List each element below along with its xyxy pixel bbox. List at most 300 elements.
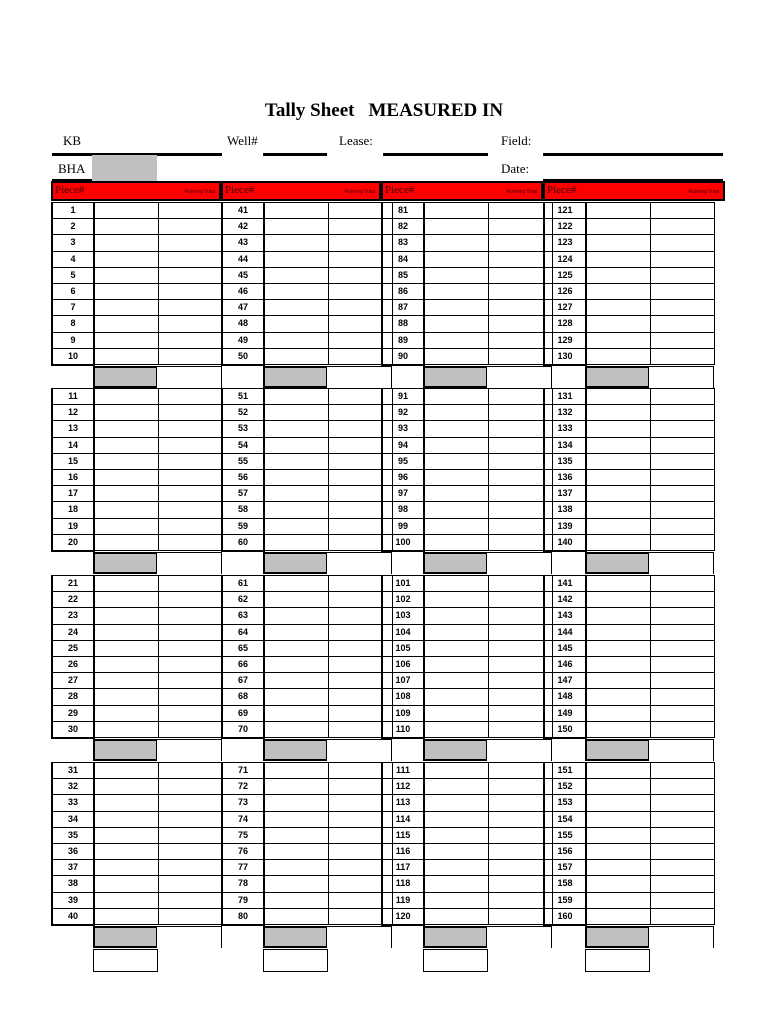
length-cell[interactable] [94,283,158,299]
running-total-cell[interactable] [650,763,714,779]
subtotal-cell[interactable] [423,739,488,761]
length-cell[interactable] [94,705,158,721]
length-cell[interactable] [94,316,158,332]
running-total-cell[interactable] [650,437,714,453]
running-total-cell[interactable] [158,640,222,656]
running-total-cell[interactable] [158,267,222,283]
length-cell[interactable] [264,300,328,316]
length-cell[interactable] [586,721,650,738]
length-cell[interactable] [94,502,158,518]
length-cell[interactable] [586,534,650,551]
length-cell[interactable] [424,908,488,925]
length-cell[interactable] [94,624,158,640]
length-cell[interactable] [94,656,158,672]
length-cell[interactable] [586,608,650,624]
running-total-cell[interactable] [158,592,222,608]
length-cell[interactable] [424,534,488,551]
length-cell[interactable] [94,576,158,592]
length-cell[interactable] [424,576,488,592]
length-cell[interactable] [94,592,158,608]
length-cell[interactable] [94,300,158,316]
length-cell[interactable] [94,795,158,811]
length-cell[interactable] [264,389,328,405]
subtotal-running-cell[interactable] [157,739,222,761]
length-cell[interactable] [586,640,650,656]
subtotal-cell[interactable] [263,366,328,388]
length-cell[interactable] [586,518,650,534]
subtotal-running-cell[interactable] [327,366,392,388]
length-cell[interactable] [264,811,328,827]
length-cell[interactable] [264,763,328,779]
subtotal-cell[interactable] [263,926,328,948]
running-total-cell[interactable] [158,518,222,534]
length-cell[interactable] [424,316,488,332]
piece-number: 26 [52,656,94,672]
length-cell[interactable] [424,860,488,876]
subtotal-running-cell[interactable] [649,552,714,574]
running-total-cell[interactable] [650,453,714,469]
length-cell[interactable] [424,502,488,518]
running-total-cell[interactable] [158,534,222,551]
length-cell[interactable] [424,656,488,672]
length-cell[interactable] [586,219,650,235]
subtotal-cell[interactable] [423,926,488,948]
running-total-cell[interactable] [650,534,714,551]
length-cell[interactable] [586,235,650,251]
length-cell[interactable] [94,689,158,705]
length-cell[interactable] [94,534,158,551]
length-cell[interactable] [586,779,650,795]
running-total-cell[interactable] [650,332,714,348]
subtotal-cell[interactable] [93,552,158,574]
running-total-cell[interactable] [158,908,222,925]
length-cell[interactable] [264,316,328,332]
piece-number: 100 [382,534,424,551]
length-cell[interactable] [264,908,328,925]
running-total-cell[interactable] [650,624,714,640]
length-cell[interactable] [94,721,158,738]
length-cell[interactable] [264,332,328,348]
grand-total-cell[interactable] [585,949,650,972]
running-total-cell[interactable] [158,469,222,485]
subtotal-running-cell[interactable] [327,739,392,761]
length-cell[interactable] [424,876,488,892]
running-total-cell[interactable] [158,843,222,859]
running-total-cell[interactable] [158,656,222,672]
subtotal-running-cell[interactable] [487,739,552,761]
length-cell[interactable] [94,860,158,876]
length-cell[interactable] [94,267,158,283]
length-cell[interactable] [424,673,488,689]
length-cell[interactable] [586,705,650,721]
running-total-cell[interactable] [650,592,714,608]
length-cell[interactable] [424,592,488,608]
running-total-cell[interactable] [158,251,222,267]
length-cell[interactable] [264,576,328,592]
length-cell[interactable] [586,486,650,502]
length-cell[interactable] [264,267,328,283]
length-cell[interactable] [264,437,328,453]
length-cell[interactable] [94,811,158,827]
length-cell[interactable] [94,779,158,795]
length-cell[interactable] [586,673,650,689]
length-cell[interactable] [94,421,158,437]
length-cell[interactable] [94,332,158,348]
length-cell[interactable] [586,860,650,876]
length-cell[interactable] [586,592,650,608]
subtotal-cell[interactable] [93,366,158,388]
length-cell[interactable] [94,469,158,485]
length-cell[interactable] [424,689,488,705]
running-total-cell[interactable] [650,502,714,518]
length-cell[interactable] [424,640,488,656]
running-total-cell[interactable] [158,348,222,365]
subtotal-cell[interactable] [585,739,650,761]
subtotal-cell[interactable] [423,366,488,388]
running-total-cell[interactable] [650,705,714,721]
length-cell[interactable] [586,624,650,640]
length-cell[interactable] [264,689,328,705]
length-cell[interactable] [264,518,328,534]
length-cell[interactable] [264,469,328,485]
length-cell[interactable] [586,316,650,332]
running-total-cell[interactable] [158,673,222,689]
subtotal-cell[interactable] [585,552,650,574]
running-total-cell[interactable] [158,502,222,518]
table-row [544,908,714,925]
piece-number: 42 [222,219,264,235]
length-cell[interactable] [264,608,328,624]
length-cell[interactable] [586,332,650,348]
running-total-cell[interactable] [650,795,714,811]
piece-number: 51 [222,389,264,405]
length-cell[interactable] [424,469,488,485]
running-total-cell[interactable] [158,876,222,892]
length-cell[interactable] [424,453,488,469]
running-total-cell[interactable] [650,876,714,892]
length-cell[interactable] [586,469,650,485]
length-cell[interactable] [586,203,650,219]
running-total-cell[interactable] [158,316,222,332]
length-cell[interactable] [586,405,650,421]
running-total-cell[interactable] [650,300,714,316]
running-total-cell[interactable] [158,795,222,811]
well-field[interactable] [263,153,327,156]
length-cell[interactable] [94,203,158,219]
length-cell[interactable] [94,389,158,405]
running-total-cell[interactable] [650,673,714,689]
length-cell[interactable] [264,421,328,437]
length-cell[interactable] [264,843,328,859]
running-total-cell[interactable] [158,300,222,316]
length-cell[interactable] [586,437,650,453]
length-cell[interactable] [264,779,328,795]
length-cell[interactable] [94,673,158,689]
running-total-cell[interactable] [650,892,714,908]
running-total-cell[interactable] [650,811,714,827]
length-cell[interactable] [586,689,650,705]
running-total-cell[interactable] [650,405,714,421]
length-cell[interactable] [424,779,488,795]
table-row [382,705,552,721]
table-row [544,332,714,348]
length-cell[interactable] [586,453,650,469]
running-total-cell[interactable] [650,235,714,251]
length-cell[interactable] [586,251,650,267]
running-total-cell[interactable] [158,332,222,348]
subtotal-running-cell[interactable] [157,366,222,388]
length-cell[interactable] [94,219,158,235]
length-cell[interactable] [586,348,650,365]
length-cell[interactable] [94,405,158,421]
running-total-cell[interactable] [650,779,714,795]
running-total-cell[interactable] [158,721,222,738]
subtotal-running-cell[interactable] [649,366,714,388]
running-total-cell[interactable] [650,389,714,405]
length-cell[interactable] [264,453,328,469]
tally-block [381,762,553,926]
running-total-cell[interactable] [158,608,222,624]
bha-field[interactable] [92,155,157,181]
length-cell[interactable] [424,518,488,534]
subtotal-running-cell[interactable] [157,552,222,574]
running-total-cell[interactable] [650,486,714,502]
subtotal-cell[interactable] [585,366,650,388]
length-cell[interactable] [94,876,158,892]
grand-total-cell[interactable] [93,949,158,972]
running-total-cell[interactable] [158,892,222,908]
length-cell[interactable] [424,437,488,453]
length-cell[interactable] [424,892,488,908]
length-cell[interactable] [586,795,650,811]
length-cell[interactable] [94,348,158,365]
length-cell[interactable] [424,389,488,405]
length-cell[interactable] [424,405,488,421]
subtotal-running-cell[interactable] [487,926,552,948]
running-total-cell[interactable] [158,219,222,235]
length-cell[interactable] [264,795,328,811]
running-total-cell[interactable] [650,203,714,219]
length-cell[interactable] [264,656,328,672]
length-cell[interactable] [94,235,158,251]
grand-total-cell[interactable] [423,949,488,972]
length-cell[interactable] [586,763,650,779]
subtotal-running-cell[interactable] [157,926,222,948]
table-row [52,892,222,908]
running-total-cell[interactable] [650,421,714,437]
length-cell[interactable] [424,763,488,779]
length-cell[interactable] [264,203,328,219]
length-cell[interactable] [264,673,328,689]
length-cell[interactable] [586,876,650,892]
length-cell[interactable] [264,892,328,908]
field-field[interactable] [543,153,723,156]
subtotal-running-cell[interactable] [327,926,392,948]
length-cell[interactable] [586,908,650,925]
length-cell[interactable] [264,283,328,299]
length-cell[interactable] [264,502,328,518]
subtotal-cell[interactable] [93,739,158,761]
length-cell[interactable] [264,219,328,235]
running-total-cell[interactable] [650,656,714,672]
running-total-cell[interactable] [158,624,222,640]
length-cell[interactable] [586,283,650,299]
length-cell[interactable] [264,624,328,640]
running-total-cell[interactable] [650,608,714,624]
length-cell[interactable] [94,827,158,843]
length-cell[interactable] [94,892,158,908]
running-total-cell[interactable] [158,705,222,721]
subtotal-cell[interactable] [93,926,158,948]
table-row [52,469,222,485]
length-cell[interactable] [424,235,488,251]
length-cell[interactable] [94,486,158,502]
running-total-cell[interactable] [650,219,714,235]
length-cell[interactable] [586,576,650,592]
length-cell[interactable] [94,608,158,624]
length-cell[interactable] [264,721,328,738]
subtotal-running-cell[interactable] [487,552,552,574]
subtotal-running-cell[interactable] [327,552,392,574]
running-total-cell[interactable] [650,640,714,656]
running-total-cell[interactable] [158,235,222,251]
length-cell[interactable] [424,219,488,235]
piece-number: 103 [382,608,424,624]
running-total-cell[interactable] [650,469,714,485]
length-cell[interactable] [264,486,328,502]
length-cell[interactable] [264,592,328,608]
length-cell[interactable] [264,827,328,843]
subtotal-cell[interactable] [423,552,488,574]
running-total-cell[interactable] [158,421,222,437]
length-cell[interactable] [586,892,650,908]
length-cell[interactable] [94,908,158,925]
length-cell[interactable] [424,348,488,365]
length-cell[interactable] [94,640,158,656]
length-cell[interactable] [586,827,650,843]
running-total-cell[interactable] [158,389,222,405]
length-cell[interactable] [94,251,158,267]
table-row [544,843,714,859]
running-total-cell[interactable] [158,576,222,592]
table-row [222,624,392,640]
length-cell[interactable] [424,608,488,624]
length-cell[interactable] [424,721,488,738]
running-total-cell[interactable] [650,576,714,592]
length-cell[interactable] [586,811,650,827]
subtotal-running-cell[interactable] [649,739,714,761]
subtotal-running-cell[interactable] [649,926,714,948]
length-cell[interactable] [264,705,328,721]
length-cell[interactable] [94,763,158,779]
running-total-cell[interactable] [158,453,222,469]
length-cell[interactable] [424,267,488,283]
table-row [544,624,714,640]
running-total-cell[interactable] [650,721,714,738]
running-total-cell[interactable] [650,267,714,283]
running-total-cell[interactable] [650,827,714,843]
piece-number: 31 [52,763,94,779]
length-cell[interactable] [264,640,328,656]
length-cell[interactable] [424,795,488,811]
length-cell[interactable] [424,300,488,316]
running-total-cell[interactable] [158,779,222,795]
length-cell[interactable] [586,421,650,437]
length-cell[interactable] [424,332,488,348]
running-total-cell[interactable] [650,283,714,299]
running-total-cell[interactable] [650,908,714,925]
piece-number: 86 [382,283,424,299]
running-total-cell[interactable] [650,843,714,859]
tally-block [51,202,223,366]
length-cell[interactable] [94,843,158,859]
length-cell[interactable] [264,348,328,365]
length-cell[interactable] [586,502,650,518]
running-total-cell[interactable] [650,251,714,267]
length-cell[interactable] [424,827,488,843]
length-cell[interactable] [94,518,158,534]
length-cell[interactable] [586,389,650,405]
subtotal-cell[interactable] [263,739,328,761]
length-cell[interactable] [424,705,488,721]
subtotal-running-cell[interactable] [487,366,552,388]
length-cell[interactable] [94,437,158,453]
running-total-cell[interactable] [158,283,222,299]
piece-number: 77 [222,860,264,876]
running-total-cell[interactable] [650,689,714,705]
running-total-cell[interactable] [158,860,222,876]
length-cell[interactable] [586,656,650,672]
subtotal-cell[interactable] [585,926,650,948]
grand-total-cell[interactable] [263,949,328,972]
running-total-cell[interactable] [158,437,222,453]
lease-field[interactable] [383,153,488,156]
length-cell[interactable] [424,203,488,219]
running-total-cell[interactable] [158,811,222,827]
running-total-cell[interactable] [158,827,222,843]
length-cell[interactable] [424,843,488,859]
length-cell[interactable] [94,453,158,469]
running-total-cell[interactable] [158,689,222,705]
length-cell[interactable] [424,421,488,437]
running-total-cell[interactable] [158,203,222,219]
length-cell[interactable] [264,860,328,876]
table-row [544,437,714,453]
running-total-cell[interactable] [158,763,222,779]
length-cell[interactable] [264,876,328,892]
length-cell[interactable] [586,267,650,283]
length-cell[interactable] [586,843,650,859]
running-total-cell[interactable] [650,860,714,876]
length-cell[interactable] [264,251,328,267]
length-cell[interactable] [424,283,488,299]
length-cell[interactable] [264,235,328,251]
length-cell[interactable] [424,811,488,827]
length-cell[interactable] [264,405,328,421]
running-total-cell[interactable] [158,405,222,421]
length-cell[interactable] [424,251,488,267]
running-total-cell[interactable] [650,348,714,365]
table-row [222,892,392,908]
length-cell[interactable] [424,486,488,502]
length-cell[interactable] [586,300,650,316]
length-cell[interactable] [424,624,488,640]
subtotal-cell[interactable] [263,552,328,574]
running-total-cell[interactable] [650,518,714,534]
running-total-cell[interactable] [650,316,714,332]
length-cell[interactable] [264,534,328,551]
running-total-cell[interactable] [158,486,222,502]
